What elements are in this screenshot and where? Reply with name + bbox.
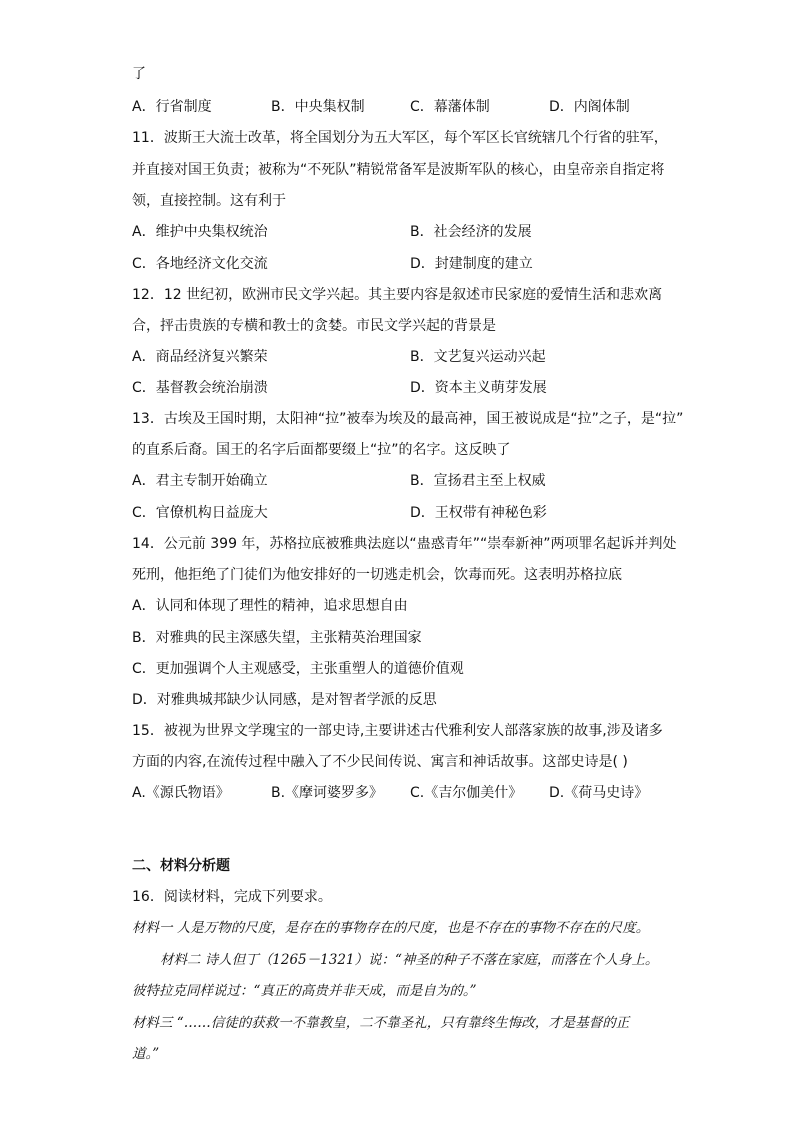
q14-line-1: 14．公元前 399 年，苏格拉底被雅典法庭以“蛊惑青年”“崇奉新神”两项罪名起诉并判处 (132, 536, 677, 552)
q15-option-b: B.《摩诃婆罗多》 (271, 785, 384, 801)
q15-line-1: 15．被视为世界文学瑰宝的一部史诗,主要讲述古代雅利安人部落家族的故事,涉及诸多 (132, 723, 663, 739)
q15-option-d: D.《荷马史诗》 (549, 785, 649, 801)
q14-line-2: 死刑，他拒绝了门徒们为他安排好的一切逃走机会，饮毒而死。这表明苏格拉底 (132, 567, 622, 583)
q15-line-2: 方面的内容,在流传过程中融入了不少民间传说、寓言和神话故事。这部史诗是( ) (132, 754, 628, 770)
q12-option-c: C．基督教会统治崩溃 (132, 380, 268, 396)
q12-option-a: A．商品经济复兴繁荣 (132, 349, 268, 365)
q14-option-b: B．对雅典的民主深感失望，主张精英治理国家 (132, 630, 422, 646)
q14-option-a: A．认同和体现了理性的精神，追求思想自由 (132, 598, 408, 614)
q13-option-a: A．君主专制开始确立 (132, 473, 268, 489)
q10-option-a: A．行省制度 (132, 99, 212, 115)
q12-line-2: 合，抨击贵族的专横和教士的贪婪。市民文学兴起的背景是 (132, 318, 496, 334)
material-2-line-2: 彼特拉克同样说过：“真正的高贵并非天成，而是自为的。” (132, 983, 477, 999)
q14-option-d: D．对雅典城邦缺少认同感，是对智者学派的反思 (132, 692, 437, 708)
top-fragment: 了 (132, 66, 146, 82)
q15-option-a: A.《源氏物语》 (132, 785, 230, 801)
q11-option-c: C．各地经济文化交流 (132, 256, 268, 272)
q15-option-c: C.《吉尔伽美什》 (410, 785, 523, 801)
q13-line-1: 13．古埃及王国时期，太阳神“拉”被奉为埃及的最高神，国王被说成是“拉”之子，是“拉” (132, 411, 684, 427)
q11-option-d: D．封建制度的建立 (410, 256, 533, 272)
q11-option-a: A．维护中央集权统治 (132, 224, 268, 240)
q11-option-b: B．社会经济的发展 (410, 224, 532, 240)
q13-option-c: C．官僚机构日益庞大 (132, 505, 268, 521)
q12-option-d: D．资本主义萌芽发展 (410, 380, 547, 396)
q10-option-c: C．幕藩体制 (410, 99, 490, 115)
q10-option-b: B．中央集权制 (271, 99, 365, 115)
q13-option-b: B．宣扬君主至上权威 (410, 473, 546, 489)
section-title: 二、材料分析题 (132, 858, 230, 874)
q11-line-1: 11．波斯王大流士改革，将全国划分为五大军区，每个军区长官统辖几个行省的驻军， (132, 130, 668, 146)
q14-option-c: C．更加强调个人主观感受，主张重塑人的道德价值观 (132, 661, 464, 677)
q13-option-d: D．王权带有神秘色彩 (410, 505, 547, 521)
material-2-line-1: 材料二 诗人但丁（1265－1321）说：“神圣的种子不落在家庭，而落在个人身上。 (160, 952, 659, 968)
q12-option-b: B．文艺复兴运动兴起 (410, 349, 546, 365)
q12-line-1: 12．12 世纪初，欧洲市民文学兴起。其主要内容是叙述市民家庭的爱情生活和悲欢离 (132, 287, 663, 303)
material-3-line-1: 材料三 “……信徒的获救一不靠教皇，二不靠圣礼，只有靠终生悔改，才是基督的正 (132, 1015, 630, 1031)
q10-option-d: D．内阁体制 (549, 99, 630, 115)
material-3-line-2: 道。” (132, 1046, 160, 1062)
q11-line-3: 领，直接控制。这有利于 (132, 193, 286, 209)
q13-line-2: 的直系后裔。国王的名字后面都要缀上“拉”的名字。这反映了 (132, 442, 511, 458)
q11-line-2: 并直接对国王负责；被称为“不死队”精锐常备军是波斯军队的核心，由皇帝亲自指定将 (132, 162, 665, 178)
q16-prompt: 16．阅读材料，完成下列要求。 (132, 889, 332, 905)
material-1: 材料一 人是万物的尺度，是存在的事物存在的尺度，也是不存在的事物不存在的尺度。 (132, 920, 650, 936)
